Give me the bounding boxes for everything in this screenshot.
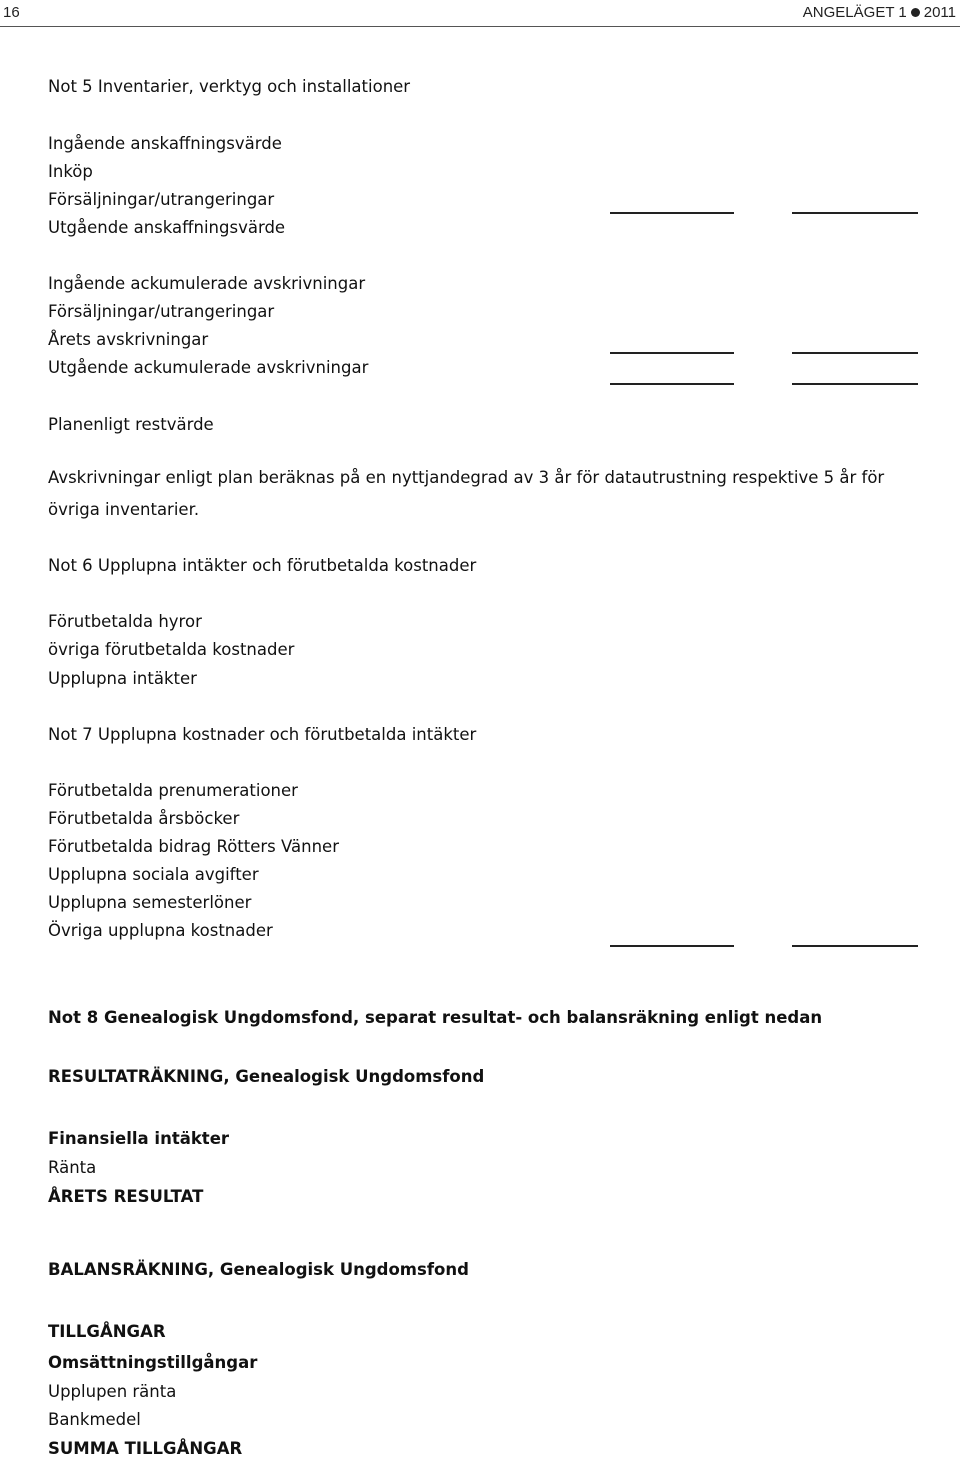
note5-description: Avskrivningar enligt plan beräknas på en nyttjandegrad av 3 år för datautrustning respektive 5 år för övriga inventarier.	[48, 468, 885, 519]
row-label: Förutbetalda bidrag Rötters Vänner	[48, 837, 339, 856]
row-label: Utgående ackumulerade avskrivningar	[48, 358, 369, 377]
row-label: Försäljningar/utrangeringar	[48, 302, 275, 321]
row-label: Upplupen ränta	[48, 1382, 177, 1401]
row-label: Utgående anskaffningsvärde	[48, 218, 286, 237]
row-label: Upplupna sociala avgifter	[48, 865, 259, 884]
sum-rule	[610, 212, 734, 214]
sum-rule	[610, 945, 734, 947]
row-label: Upplupna semesterlöner	[48, 893, 252, 912]
balance-subsection-heading: Omsättningstillgångar	[48, 1353, 258, 1372]
sum-rule	[792, 945, 918, 947]
publication-year: 2011	[923, 4, 956, 21]
sum-rule	[610, 383, 734, 385]
row-label: SUMMA TILLGÅNGAR	[48, 1439, 243, 1458]
sum-rule	[610, 352, 734, 354]
note5-title: Not 5 Inventarier, verktyg och installationer	[48, 77, 411, 96]
note8-title: Not 8 Genealogisk Ungdomsfond, separat resultat- och balansräkning enligt nedan	[48, 1008, 823, 1027]
row-label: Förutbetalda årsböcker	[48, 809, 240, 828]
row-label: Ränta	[48, 1158, 97, 1177]
bullet-icon	[911, 8, 920, 17]
row-label: Upplupna intäkter	[48, 669, 197, 688]
row-label: ÅRETS RESULTAT	[48, 1187, 204, 1206]
publication-name: ANGELÄGET 1	[802, 4, 907, 21]
row-label: övriga förutbetalda kostnader	[48, 640, 295, 659]
balance-section-heading: TILLGÅNGAR	[48, 1322, 166, 1341]
note6-title: Not 6 Upplupna intäkter och förutbetalda kostnader	[48, 556, 477, 575]
note7-title: Not 7 Upplupna kostnader och förutbetalda intäkter	[48, 725, 477, 744]
row-label: Bankmedel	[48, 1410, 141, 1429]
income-section-heading: Finansiella intäkter	[48, 1129, 230, 1148]
balance-sheet-title: BALANSRÄKNING, Genealogisk Ungdomsfond	[48, 1260, 469, 1279]
row-label: Ingående anskaffningsvärde	[48, 134, 282, 153]
sum-rule	[792, 212, 918, 214]
income-statement-title: RESULTATRÄKNING, Genealogisk Ungdomsfond	[48, 1067, 485, 1086]
sum-rule	[792, 383, 918, 385]
row-label: Ingående ackumulerade avskrivningar	[48, 274, 366, 293]
row-label: Årets avskrivningar	[48, 330, 209, 349]
row-label: Planenligt restvärde	[48, 415, 214, 434]
row-label: Försäljningar/utrangeringar	[48, 190, 275, 209]
row-label: Inköp	[48, 162, 93, 181]
sum-rule	[792, 352, 918, 354]
row-label: Förutbetalda hyror	[48, 612, 202, 631]
row-label: Övriga upplupna kostnader	[48, 921, 273, 940]
page-number: 16	[3, 4, 20, 21]
row-label: Förutbetalda prenumerationer	[48, 781, 298, 800]
